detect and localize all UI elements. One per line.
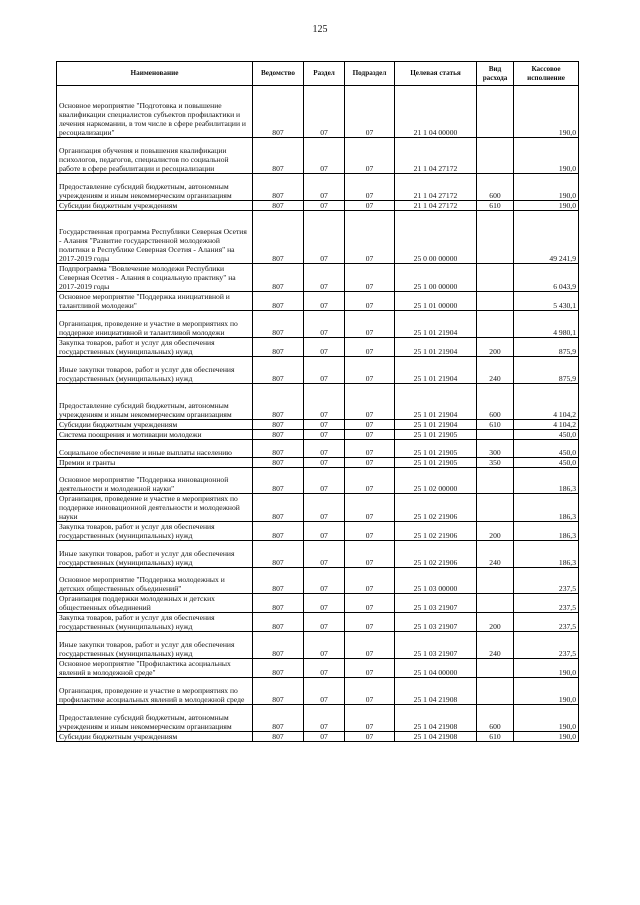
row-cash-execution-cell: 450,0	[514, 430, 579, 440]
row-cash-execution-cell: 6 043,9	[514, 264, 579, 292]
row-expense-type-cell	[477, 594, 514, 613]
row-expense-type-cell: 600	[477, 384, 514, 420]
row-subsection-cell: 07	[345, 311, 395, 338]
row-subsection-cell: 07	[345, 678, 395, 705]
table-row	[57, 292, 579, 311]
row-name-cell: Иные закупки товаров, работ и услуг для обеспечения государственных (муниципальных) нужд	[57, 357, 253, 384]
row-target-item-cell: 25 1 02 21906	[395, 494, 477, 522]
row-ministry-cell: 807	[253, 338, 304, 357]
table-row	[57, 384, 579, 420]
row-subsection-cell: 07	[345, 594, 395, 613]
row-section-cell: 07	[304, 732, 345, 742]
column-header-expense-type: Вид расхода	[477, 62, 514, 86]
row-expense-type-cell: 240	[477, 541, 514, 568]
row-ministry-cell: 807	[253, 201, 304, 211]
row-expense-type-cell: 610	[477, 420, 514, 430]
column-header-ministry: Ведомство	[253, 62, 304, 86]
row-ministry-cell: 807	[253, 468, 304, 494]
row-name-cell: Основное мероприятие "Поддержка инновационной деятельности и молодежной науки"	[57, 468, 253, 494]
row-subsection-cell: 07	[345, 613, 395, 632]
row-name-cell: Государственная программа Республики Северная Осетия - Алания "Развитие государственной молодежной политики в Республике Северная Осетия - Алания" на 2017-2019 годы	[57, 211, 253, 264]
row-target-item-cell: 21 1 04 00000	[395, 86, 477, 138]
row-section-cell: 07	[304, 86, 345, 138]
row-name-cell: Организация, проведение и участие в мероприятиях по поддержке инициативной и талантливой молодежи	[57, 311, 253, 338]
row-subsection-cell: 07	[345, 357, 395, 384]
table-row	[57, 357, 579, 384]
row-cash-execution-cell: 875,9	[514, 338, 579, 357]
row-name-cell: Организация, проведение и участие в мероприятиях по профилактике асоциальных явлений в молодежной среде	[57, 678, 253, 705]
row-expense-type-cell	[477, 468, 514, 494]
row-expense-type-cell	[477, 494, 514, 522]
row-target-item-cell: 25 1 03 21907	[395, 594, 477, 613]
row-target-item-cell: 25 1 04 21908	[395, 678, 477, 705]
row-name-cell: Иные закупки товаров, работ и услуг для обеспечения государственных (муниципальных) нужд	[57, 632, 253, 659]
column-header-cash-execution: Кассовое исполнение	[514, 62, 579, 86]
row-subsection-cell: 07	[345, 211, 395, 264]
table-row	[57, 594, 579, 613]
row-subsection-cell: 07	[345, 201, 395, 211]
column-header-target-item: Целевая статья	[395, 62, 477, 86]
row-cash-execution-cell: 237,5	[514, 568, 579, 594]
row-name-cell: Предоставление субсидий бюджетным, автономным учреждениям и иным некоммерческим организациям	[57, 174, 253, 201]
page-number: 125	[312, 24, 328, 35]
row-target-item-cell: 25 1 03 21907	[395, 613, 477, 632]
row-name-cell: Основное мероприятие "Поддержка инициативной и талантливой молодежи"	[57, 292, 253, 311]
row-subsection-cell: 07	[345, 292, 395, 311]
table-row	[57, 440, 579, 458]
column-header-subsection: Подраздел	[345, 62, 395, 86]
table-row	[57, 264, 579, 292]
row-ministry-cell: 807	[253, 174, 304, 201]
row-section-cell: 07	[304, 613, 345, 632]
row-expense-type-cell: 610	[477, 732, 514, 742]
table-row	[57, 705, 579, 732]
row-target-item-cell: 25 1 00 00000	[395, 264, 477, 292]
row-section-cell: 07	[304, 632, 345, 659]
row-cash-execution-cell: 190,0	[514, 138, 579, 174]
row-name-cell: Организация обучения и повышения квалификации психологов, педагогов, специалистов по социальной работе в сфере реабилитации и ресоциализации	[57, 138, 253, 174]
row-section-cell: 07	[304, 430, 345, 440]
row-cash-execution-cell: 237,5	[514, 594, 579, 613]
row-section-cell: 07	[304, 338, 345, 357]
table-row	[57, 211, 579, 264]
row-subsection-cell: 07	[345, 522, 395, 541]
row-name-cell: Социальное обеспечение и иные выплаты населению	[57, 440, 253, 458]
row-section-cell: 07	[304, 357, 345, 384]
table-row	[57, 613, 579, 632]
row-expense-type-cell	[477, 311, 514, 338]
row-expense-type-cell	[477, 211, 514, 264]
row-expense-type-cell: 200	[477, 522, 514, 541]
row-cash-execution-cell: 190,0	[514, 174, 579, 201]
row-section-cell: 07	[304, 468, 345, 494]
row-subsection-cell: 07	[345, 430, 395, 440]
row-subsection-cell: 07	[345, 494, 395, 522]
row-cash-execution-cell: 450,0	[514, 458, 579, 468]
row-expense-type-cell	[477, 292, 514, 311]
row-expense-type-cell: 240	[477, 632, 514, 659]
row-name-cell: Система поощрения и мотивации молодежи	[57, 430, 253, 440]
row-name-cell: Организация, проведение и участие в мероприятиях по поддержке инновационной деятельности и молодежной науки	[57, 494, 253, 522]
row-subsection-cell: 07	[345, 384, 395, 420]
row-subsection-cell: 07	[345, 632, 395, 659]
row-target-item-cell: 25 1 01 21904	[395, 338, 477, 357]
column-header-section: Раздел	[304, 62, 345, 86]
row-subsection-cell: 07	[345, 264, 395, 292]
row-section-cell: 07	[304, 292, 345, 311]
row-name-cell: Основное мероприятие "Поддержка молодежных и детских общественных объединений"	[57, 568, 253, 594]
row-ministry-cell: 807	[253, 494, 304, 522]
row-name-cell: Субсидии бюджетным учреждениям	[57, 420, 253, 430]
row-target-item-cell: 25 1 01 21905	[395, 458, 477, 468]
row-cash-execution-cell: 186,3	[514, 494, 579, 522]
row-ministry-cell: 807	[253, 420, 304, 430]
row-target-item-cell: 25 1 01 21904	[395, 357, 477, 384]
row-target-item-cell: 25 1 03 21907	[395, 632, 477, 659]
row-section-cell: 07	[304, 678, 345, 705]
table-row	[57, 678, 579, 705]
row-section-cell: 07	[304, 264, 345, 292]
row-target-item-cell: 25 1 02 21906	[395, 522, 477, 541]
row-expense-type-cell	[477, 568, 514, 594]
row-ministry-cell: 807	[253, 430, 304, 440]
row-ministry-cell: 807	[253, 659, 304, 678]
table-row	[57, 338, 579, 357]
row-name-cell: Субсидии бюджетным учреждениям	[57, 201, 253, 211]
row-section-cell: 07	[304, 659, 345, 678]
column-header-name: Наименование	[57, 62, 253, 86]
row-expense-type-cell: 200	[477, 613, 514, 632]
row-expense-type-cell	[477, 430, 514, 440]
table-row	[57, 458, 579, 468]
row-target-item-cell: 25 1 01 21904	[395, 420, 477, 430]
row-target-item-cell: 25 1 01 00000	[395, 292, 477, 311]
row-expense-type-cell: 600	[477, 705, 514, 732]
row-ministry-cell: 807	[253, 705, 304, 732]
row-target-item-cell: 25 1 01 21905	[395, 430, 477, 440]
row-section-cell: 07	[304, 541, 345, 568]
row-target-item-cell: 25 1 01 21904	[395, 311, 477, 338]
row-cash-execution-cell: 186,3	[514, 522, 579, 541]
row-expense-type-cell: 300	[477, 440, 514, 458]
row-ministry-cell: 807	[253, 311, 304, 338]
table-row	[57, 311, 579, 338]
row-subsection-cell: 07	[345, 420, 395, 430]
row-name-cell: Предоставление субсидий бюджетным, автономным учреждениям и иным некоммерческим организациям	[57, 384, 253, 420]
row-expense-type-cell	[477, 138, 514, 174]
row-subsection-cell: 07	[345, 732, 395, 742]
row-cash-execution-cell: 190,0	[514, 705, 579, 732]
table-row	[57, 86, 579, 138]
table-row	[57, 201, 579, 211]
row-ministry-cell: 807	[253, 613, 304, 632]
row-cash-execution-cell: 4 104,2	[514, 420, 579, 430]
row-target-item-cell: 25 0 00 00000	[395, 211, 477, 264]
table-row	[57, 494, 579, 522]
table-row	[57, 420, 579, 430]
row-name-cell: Предоставление субсидий бюджетным, автономным учреждениям и иным некоммерческим организациям	[57, 705, 253, 732]
row-name-cell: Иные закупки товаров, работ и услуг для обеспечения государственных (муниципальных) нужд	[57, 541, 253, 568]
table-body	[57, 86, 579, 742]
row-ministry-cell: 807	[253, 678, 304, 705]
table-header	[57, 62, 579, 86]
row-cash-execution-cell: 875,9	[514, 357, 579, 384]
row-name-cell: Премии и гранты	[57, 458, 253, 468]
row-name-cell: Закупка товаров, работ и услуг для обеспечения государственных (муниципальных) нужд	[57, 338, 253, 357]
row-expense-type-cell	[477, 264, 514, 292]
row-section-cell: 07	[304, 420, 345, 430]
row-cash-execution-cell: 4 104,2	[514, 384, 579, 420]
row-ministry-cell: 807	[253, 568, 304, 594]
row-subsection-cell: 07	[345, 174, 395, 201]
row-expense-type-cell: 600	[477, 174, 514, 201]
row-expense-type-cell: 610	[477, 201, 514, 211]
row-ministry-cell: 807	[253, 522, 304, 541]
row-ministry-cell: 807	[253, 292, 304, 311]
table-row	[57, 541, 579, 568]
row-section-cell: 07	[304, 211, 345, 264]
row-section-cell: 07	[304, 138, 345, 174]
row-target-item-cell: 25 1 04 21908	[395, 705, 477, 732]
row-target-item-cell: 25 1 01 21905	[395, 440, 477, 458]
row-expense-type-cell: 200	[477, 338, 514, 357]
row-name-cell: Организация поддержки молодежных и детских общественных объединений	[57, 594, 253, 613]
row-cash-execution-cell: 190,0	[514, 86, 579, 138]
row-target-item-cell: 21 1 04 27172	[395, 201, 477, 211]
row-cash-execution-cell: 237,5	[514, 613, 579, 632]
row-ministry-cell: 807	[253, 458, 304, 468]
row-target-item-cell: 25 1 04 21908	[395, 732, 477, 742]
row-section-cell: 07	[304, 311, 345, 338]
row-target-item-cell: 25 1 03 00000	[395, 568, 477, 594]
row-expense-type-cell: 240	[477, 357, 514, 384]
row-section-cell: 07	[304, 201, 345, 211]
row-cash-execution-cell: 4 980,1	[514, 311, 579, 338]
row-cash-execution-cell: 49 241,9	[514, 211, 579, 264]
row-target-item-cell: 25 1 04 00000	[395, 659, 477, 678]
row-subsection-cell: 07	[345, 440, 395, 458]
row-ministry-cell: 807	[253, 211, 304, 264]
row-section-cell: 07	[304, 594, 345, 613]
row-name-cell: Закупка товаров, работ и услуг для обеспечения государственных (муниципальных) нужд	[57, 522, 253, 541]
row-section-cell: 07	[304, 384, 345, 420]
table-row	[57, 568, 579, 594]
row-ministry-cell: 807	[253, 384, 304, 420]
table-row	[57, 522, 579, 541]
row-cash-execution-cell: 186,3	[514, 541, 579, 568]
row-expense-type-cell	[477, 678, 514, 705]
row-expense-type-cell	[477, 86, 514, 138]
row-section-cell: 07	[304, 174, 345, 201]
row-section-cell: 07	[304, 440, 345, 458]
row-cash-execution-cell: 5 430,1	[514, 292, 579, 311]
row-subsection-cell: 07	[345, 541, 395, 568]
budget-table	[56, 61, 579, 742]
row-cash-execution-cell: 190,0	[514, 659, 579, 678]
row-name-cell: Закупка товаров, работ и услуг для обеспечения государственных (муниципальных) нужд	[57, 613, 253, 632]
row-target-item-cell: 25 1 02 00000	[395, 468, 477, 494]
row-subsection-cell: 07	[345, 659, 395, 678]
row-cash-execution-cell: 190,0	[514, 732, 579, 742]
row-cash-execution-cell: 190,0	[514, 678, 579, 705]
row-ministry-cell: 807	[253, 138, 304, 174]
row-target-item-cell: 25 1 02 21906	[395, 541, 477, 568]
row-ministry-cell: 807	[253, 357, 304, 384]
table-row	[57, 174, 579, 201]
row-expense-type-cell: 350	[477, 458, 514, 468]
table-row	[57, 659, 579, 678]
row-expense-type-cell	[477, 659, 514, 678]
row-subsection-cell: 07	[345, 568, 395, 594]
row-subsection-cell: 07	[345, 138, 395, 174]
row-section-cell: 07	[304, 568, 345, 594]
row-section-cell: 07	[304, 522, 345, 541]
row-subsection-cell: 07	[345, 338, 395, 357]
row-ministry-cell: 807	[253, 440, 304, 458]
row-ministry-cell: 807	[253, 541, 304, 568]
row-ministry-cell: 807	[253, 594, 304, 613]
row-section-cell: 07	[304, 458, 345, 468]
table-row	[57, 632, 579, 659]
row-target-item-cell: 21 1 04 27172	[395, 138, 477, 174]
row-target-item-cell: 25 1 01 21904	[395, 384, 477, 420]
row-target-item-cell: 21 1 04 27172	[395, 174, 477, 201]
row-subsection-cell: 07	[345, 458, 395, 468]
row-ministry-cell: 807	[253, 86, 304, 138]
row-cash-execution-cell: 190,0	[514, 201, 579, 211]
row-subsection-cell: 07	[345, 468, 395, 494]
row-ministry-cell: 807	[253, 632, 304, 659]
row-name-cell: Основное мероприятие "Профилактика асоциальных явлений в молодежной среде"	[57, 659, 253, 678]
row-section-cell: 07	[304, 494, 345, 522]
table-row	[57, 138, 579, 174]
row-cash-execution-cell: 186,3	[514, 468, 579, 494]
row-cash-execution-cell: 450,0	[514, 440, 579, 458]
row-section-cell: 07	[304, 705, 345, 732]
table-row	[57, 468, 579, 494]
row-name-cell: Подпрограмма "Вовлечение молодежи Республики Северная Осетия - Алания в социальную практику" на 2017-2019 годы	[57, 264, 253, 292]
row-name-cell: Основное мероприятие "Подготовка и повышение квалификации специалистов субъектов профилактики и лечения наркомании, в том числе в сфере реабилитации и ресоциализации"	[57, 86, 253, 138]
row-subsection-cell: 07	[345, 86, 395, 138]
row-subsection-cell: 07	[345, 705, 395, 732]
row-name-cell: Субсидии бюджетным учреждениям	[57, 732, 253, 742]
row-ministry-cell: 807	[253, 732, 304, 742]
row-cash-execution-cell: 237,5	[514, 632, 579, 659]
table-row	[57, 732, 579, 742]
table-row	[57, 430, 579, 440]
row-ministry-cell: 807	[253, 264, 304, 292]
